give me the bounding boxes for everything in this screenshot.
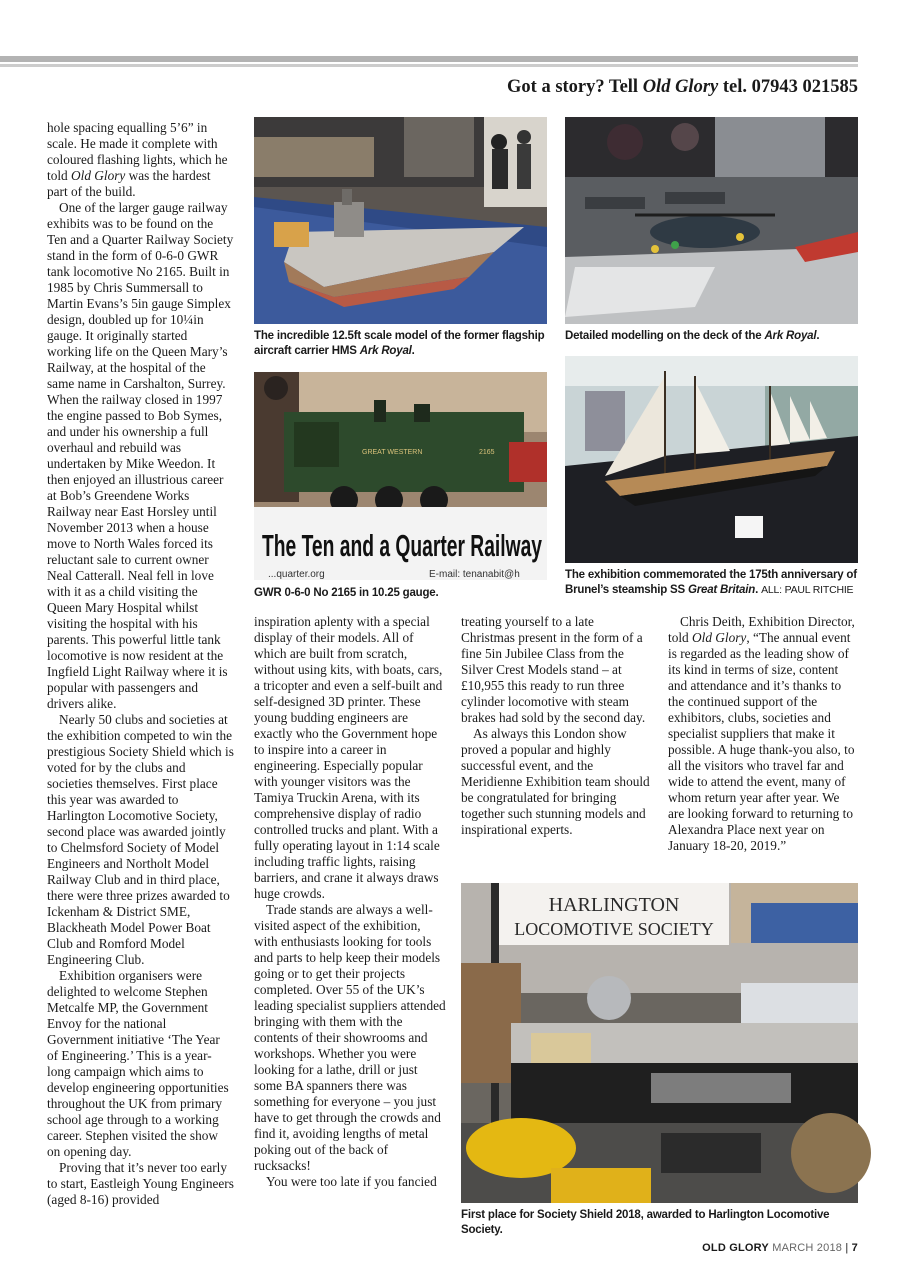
caption-text: The exhibition commemorated the 175th anniversary of Brunel’s steamship SS bbox=[565, 569, 857, 596]
paragraph-text: As always this London show proved a popular and highly successful event, and the Meridienne Exhibition team should be congratulated for bringing together such stunning models and inspirational experts. bbox=[461, 726, 650, 837]
caption-ark-royal bbox=[254, 329, 547, 359]
paragraph-text: hole spacing equalling 5’6” in scale. He made it complete with coloured flashing lights, which he told bbox=[47, 120, 228, 183]
article-paragraph bbox=[47, 968, 234, 1160]
paragraph-text: , “The annual event is regarded as the leading show of its kind in terms of size, content and attendance and it’s thanks to the continued support of the exhibitors, clubs, societies and specialist suppliers that make it possible. A huge thank-you also, to all the visitors who travel far and wide to attend the event, many of whom return year after year. We are looking forward to returning to Alexandra Place next year on January 18-20, 2019.” bbox=[668, 630, 855, 853]
loco-lettering: GREAT WESTERN bbox=[362, 449, 423, 456]
article-paragraph bbox=[254, 902, 447, 1174]
article-column-4 bbox=[668, 614, 856, 854]
banner-email: E-mail: tenanabit@h bbox=[429, 569, 520, 580]
paragraph-text: treating yourself to a late Christmas present in the form of a fine 5in Jubilee Class from the Silver Crest Models stand – at £10,955 this ready to run three cylinder locomotive with steam brakes had sold by the second day. bbox=[461, 614, 646, 725]
caption-italic: Ark Royal bbox=[359, 345, 412, 357]
photo-credit: ALL: PAUL RITCHIE bbox=[761, 584, 854, 596]
paragraph-text: You were too late if you fancied bbox=[266, 1174, 437, 1189]
story-tip-magazine: Old Glory bbox=[642, 77, 719, 97]
caption-text: The incredible 12.5ft scale model of the former flagship aircraft carrier HMS bbox=[254, 330, 545, 357]
paragraph-text: One of the larger gauge railway exhibits was to be found on the Ten and a Quarter Railway Society stand in the form of 0-6-0 GWR tank locomotive No 2165. Built in 1985 by Chris Summersall to Martin Evans’s 5in gauge Simplex design, doubled up for 10¼in gauge. It originally started working life on the Queen Mary’s Railway, at the hospital of the same name in Carshalton, Surrey. When the railway closed in 1997 the engine passed to Bob Symes, and under his ownership a full overhaul and rebuild was undertaken by Mike Weedon. It then enjoyed an illustrious career at Bob’s Greendene Works Railway near East Horsley until November 2013 when a house move to North Wales forced its reluctant sale to current owner Neal Catterall. Neal fell in love with it as a child visiting the Queen Mary Hospital whilst visiting the hospital with his parents. This powerful little tank locomotive is now resident at the Ingfield Light Railway where it is popular with passengers and drivers alike. bbox=[47, 200, 234, 711]
caption-brunel bbox=[565, 568, 858, 598]
article-paragraph bbox=[254, 1174, 447, 1190]
paragraph-italic: Old Glory bbox=[71, 168, 126, 183]
paragraph-text: Chris Deith, Exhibition Director, told bbox=[668, 614, 855, 645]
story-tip-phone: tel. 07943 021585 bbox=[718, 77, 858, 97]
paragraph-text: inspiration aplenty with a special display of their models. All of which are built from scratch, without using kits, with boats, cars, a tricopter and even a self-built and self-designed 3D printer. These young budding engineers are exactly who the Government hope to inspire into a career in engineering. Especially popular with younger visitors was the Tamiya Truckin Arena, with its comprehensive display of radio controlled trucks and plant. With a fully operating layout in 1:14 scale including traffic lights, raising barriers, and crane it always draws huge crowds. bbox=[254, 614, 443, 901]
photo-gwr-locomotive bbox=[254, 372, 547, 580]
page-number: 7 bbox=[851, 1242, 858, 1254]
caption-italic: Great Britain bbox=[688, 584, 756, 596]
article-paragraph bbox=[47, 200, 234, 712]
paragraph-text: Trade stands are always a well-visited aspect of the exhibition, with enthusiasts looking for tools and parts to help keep their models going or to get their projects completed. Over 55 of the UK’s leading specialist suppliers attended bringing with them with the contents of their showrooms and workshops. Whether you were looking for a lathe, drill or just some BA spanners there was something for everyone – you just have to get through the crowds and find it, avoiding lengths of metal poking out of the back of rucksacks! bbox=[254, 902, 446, 1173]
banner-text: The Ten and a Quarter Railway bbox=[262, 528, 543, 563]
article-paragraph bbox=[47, 712, 234, 968]
society-sign-line1: HARLINGTON bbox=[548, 894, 680, 916]
page-footer bbox=[702, 1242, 858, 1254]
footer-issue: MARCH 2018 bbox=[772, 1242, 843, 1254]
article-paragraph bbox=[47, 120, 234, 200]
caption-gwr bbox=[254, 586, 547, 601]
article-column-2 bbox=[254, 614, 447, 1190]
loco-number-plate: 2165 bbox=[479, 449, 495, 456]
article-paragraph bbox=[461, 614, 651, 726]
caption-text: GWR 0-6-0 No 2165 in 10.25 gauge. bbox=[254, 587, 439, 599]
caption-text: . bbox=[411, 345, 415, 357]
article-paragraph bbox=[461, 726, 651, 838]
article-paragraph bbox=[668, 614, 856, 854]
society-sign-line2: LOCOMOTIVE SOCIETY bbox=[514, 919, 714, 939]
article-column-3 bbox=[461, 614, 651, 838]
photo-ss-great-britain bbox=[565, 356, 858, 563]
paragraph-text: Proving that it’s never too early to start, Eastleigh Young Engineers (aged 8-16) provided bbox=[47, 1160, 234, 1207]
banner-web: ...quarter.org bbox=[268, 569, 325, 580]
caption-text: Detailed modelling on the deck of the bbox=[565, 330, 765, 342]
story-tip-prefix: Got a story? Tell bbox=[507, 77, 643, 97]
caption-italic: Ark Royal bbox=[764, 330, 817, 342]
story-tip-line bbox=[507, 73, 858, 101]
caption-text: . bbox=[816, 330, 820, 342]
photo-harlington-stand bbox=[461, 883, 858, 1203]
header-rule bbox=[0, 56, 858, 62]
footer-magazine: OLD GLORY bbox=[702, 1242, 769, 1254]
article-column-1 bbox=[47, 120, 234, 1208]
caption-text: First place for Society Shield 2018, awarded to Harlington Locomotive Society. bbox=[461, 1209, 830, 1236]
article-paragraph bbox=[47, 1160, 234, 1208]
caption-deck bbox=[565, 329, 858, 344]
caption-harlington bbox=[461, 1208, 858, 1238]
photo-ark-royal-model bbox=[254, 117, 547, 324]
paragraph-text: Exhibition organisers were delighted to welcome Stephen Metcalfe MP, the Government Envoy for the national Government initiative ‘The Year of Engineering.’ This is a year-long campaign which aims to develop engineering opportunities throughout the UK from primary school age through to a working career. Stephen visited the show on opening day. bbox=[47, 968, 229, 1159]
paragraph-text: Nearly 50 clubs and societies at the exhibition competed to win the prestigious Society Shield which is voted for by the clubs and societies themselves. First place this year was awarded to Harlington Locomotive Society, second place was awarded jointly to Chelmsford Society of Model Engineers and Northolt Model Railway Club and in third place, there were three prizes awarded to Ickenham & District SME, Blackheath Model Power Boat Club and Romford Model Engineering Club. bbox=[47, 712, 234, 967]
paragraph-text: was the hardest part of the build. bbox=[47, 168, 211, 199]
photo-ark-royal-deck bbox=[565, 117, 858, 324]
footer-separator: | bbox=[845, 1242, 849, 1254]
header-rule-thin bbox=[0, 64, 858, 67]
caption-text: . bbox=[755, 584, 762, 596]
article-paragraph bbox=[254, 614, 447, 902]
paragraph-italic: Old Glory bbox=[692, 630, 747, 645]
